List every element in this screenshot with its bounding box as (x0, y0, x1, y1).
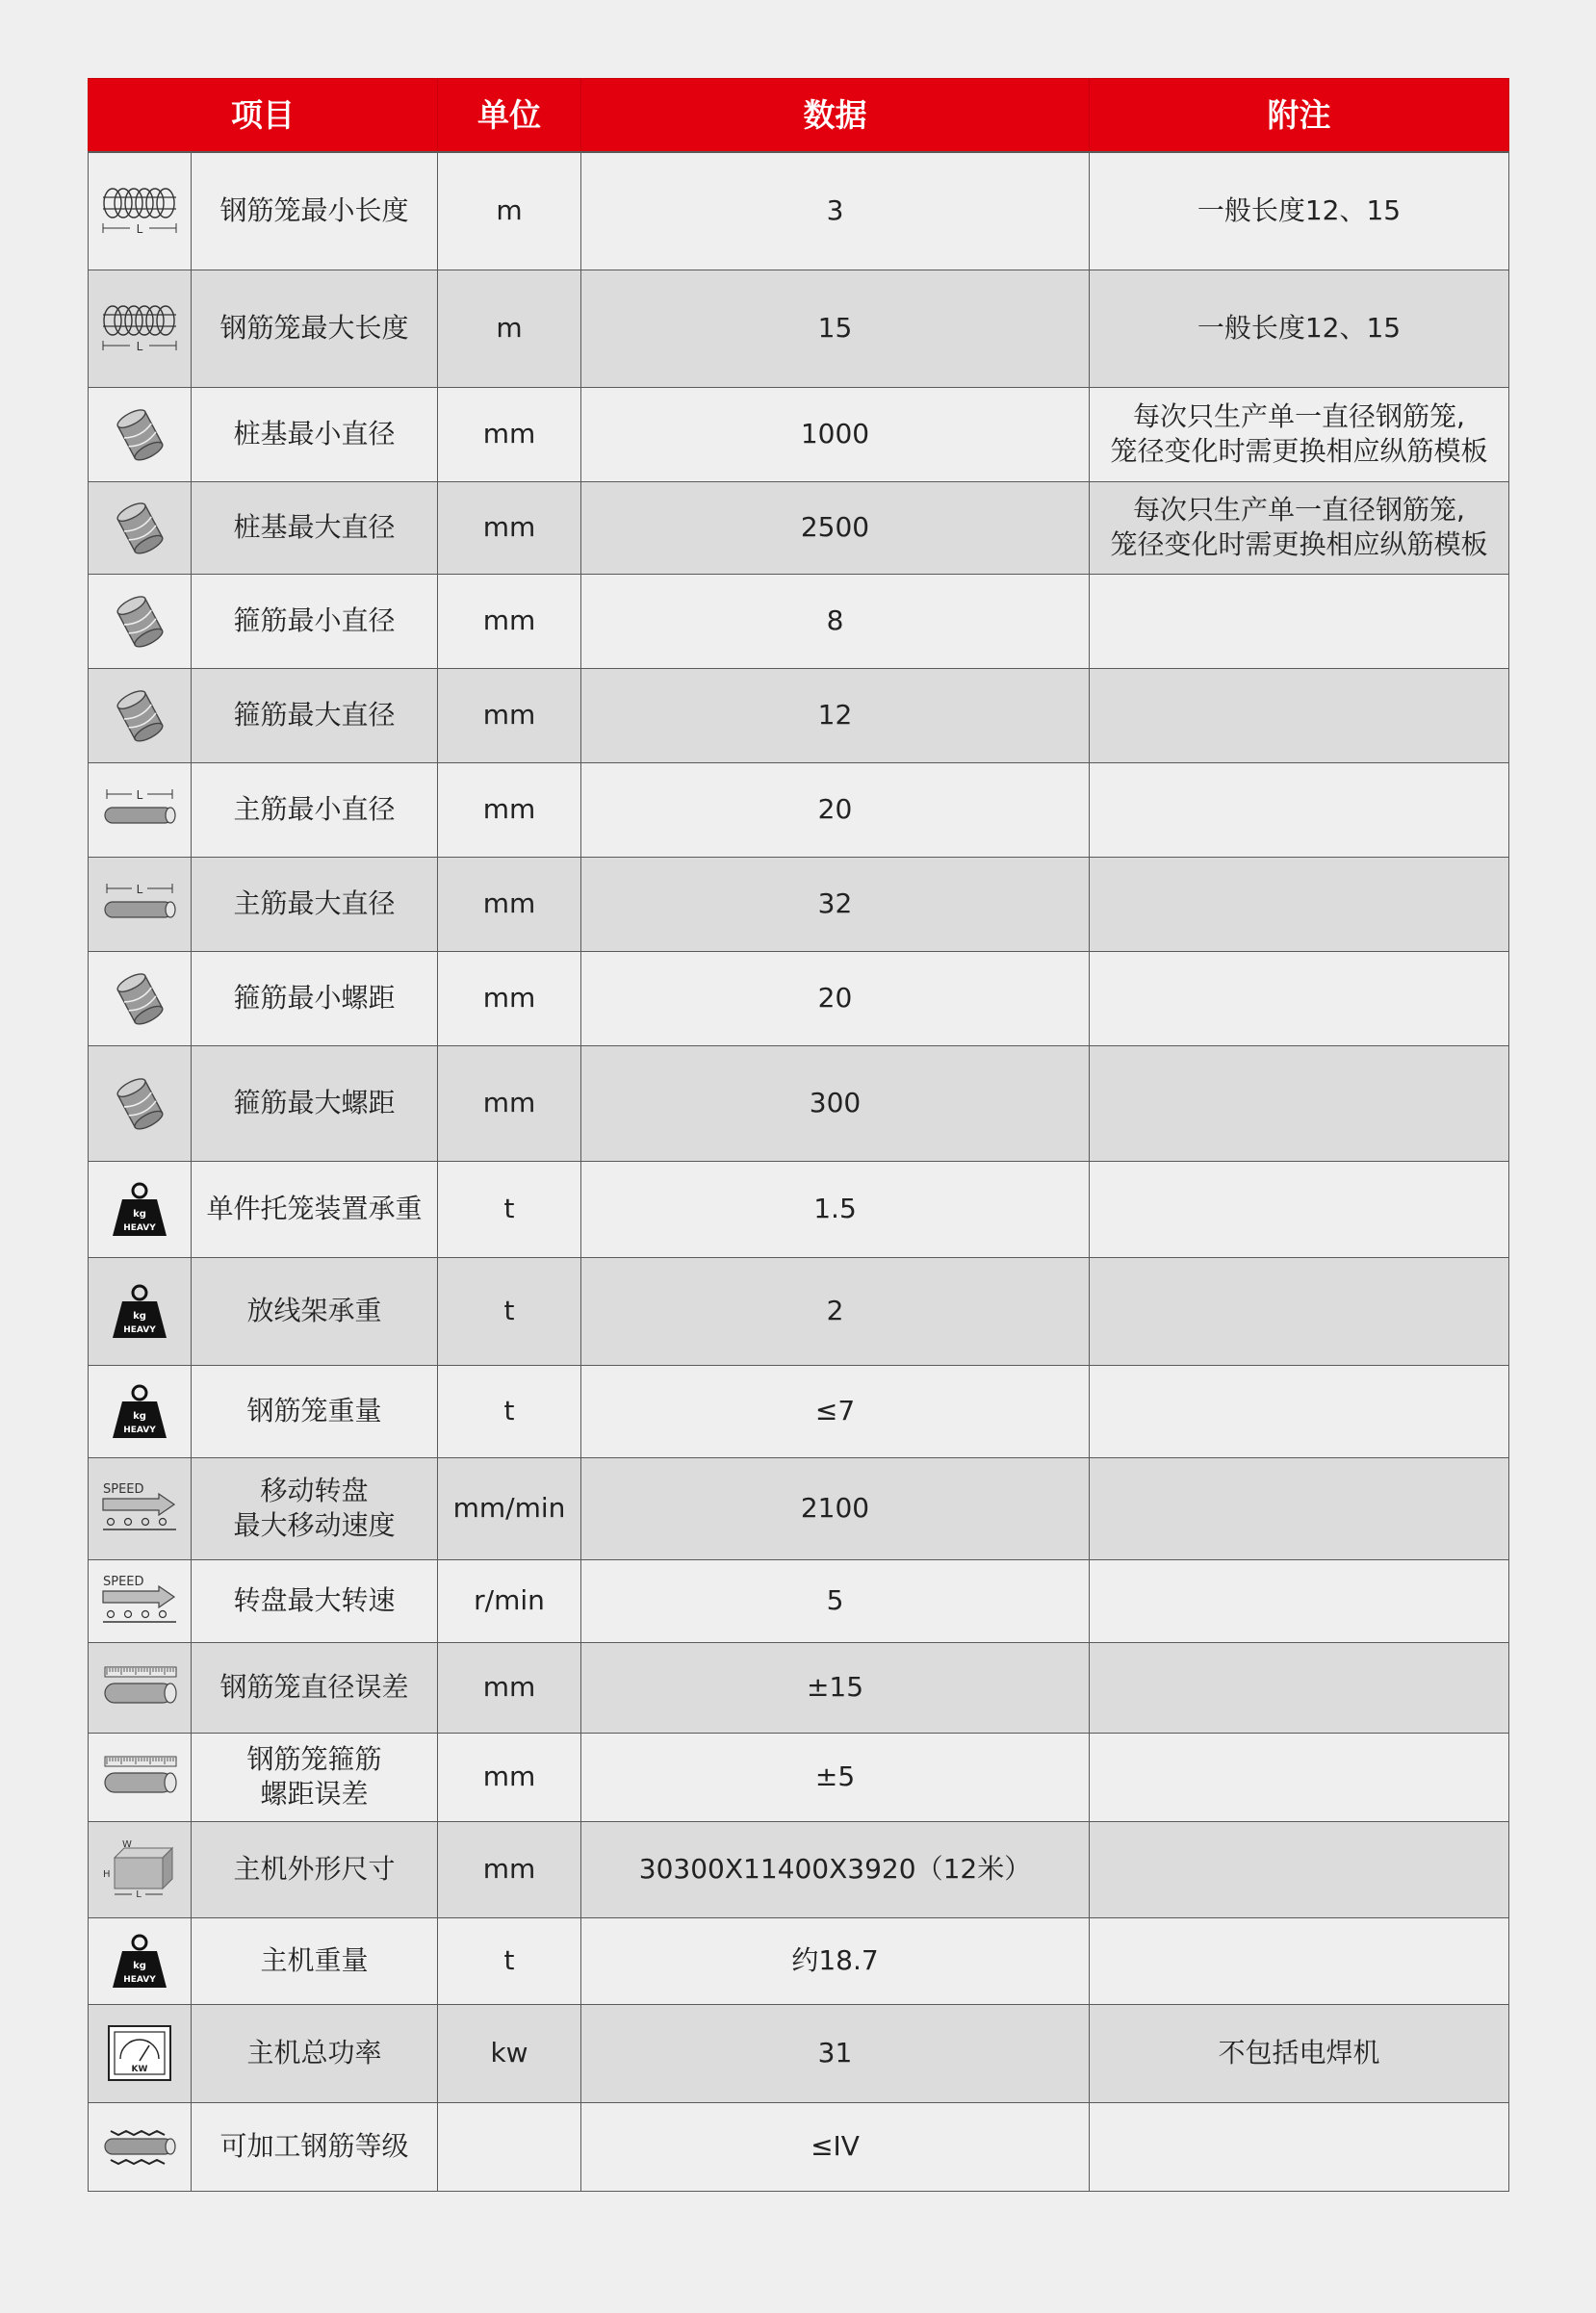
note-cell (1090, 1045, 1509, 1161)
value-cell: 32 (581, 857, 1090, 951)
unit-cell: mm (438, 857, 581, 951)
speed-label: SPEED (103, 1575, 144, 1589)
header-note: 附注 (1090, 79, 1509, 153)
table-row (89, 1457, 1509, 1559)
row-icon-cell (89, 2004, 192, 2102)
row-icon-cell (89, 1161, 192, 1257)
value-cell: 30300X11400X3920（12米） (581, 1821, 1090, 1917)
item-cell: 箍筋最大直径 (192, 668, 438, 762)
unit-cell: r/min (438, 1559, 581, 1642)
note-cell: 每次只生产单一直径钢筋笼, 笼径变化时需更换相应纵筋模板 (1090, 481, 1509, 574)
item-cell: 钢筋笼直径误差 (192, 1642, 438, 1733)
table-row (89, 1161, 1509, 1257)
row-icon-cell (89, 1733, 192, 1821)
kg-label: kg (133, 1961, 146, 1971)
item-cell: 箍筋最小直径 (192, 574, 438, 668)
ruler-bar-icon (99, 1658, 180, 1716)
unit-cell: m (438, 152, 581, 270)
note-cell (1090, 1161, 1509, 1257)
item-cell: 主机总功率 (192, 2004, 438, 2102)
h-label: H (103, 1869, 111, 1880)
cylinder-icon (99, 592, 180, 650)
note-cell (1090, 574, 1509, 668)
unit-cell: mm (438, 574, 581, 668)
w-label: W (122, 1840, 132, 1850)
cage-length-icon (99, 182, 180, 240)
value-cell: ±15 (581, 1642, 1090, 1733)
unit-cell: t (438, 1161, 581, 1257)
spec-table (88, 78, 1509, 2192)
note-cell: 不包括电焊机 (1090, 2004, 1509, 2102)
note-cell: 每次只生产单一直径钢筋笼, 笼径变化时需更换相应纵筋模板 (1090, 387, 1509, 481)
item-cell: 移动转盘 最大移动速度 (192, 1457, 438, 1559)
note-cell (1090, 1365, 1509, 1457)
table-row (89, 1257, 1509, 1365)
unit-cell: mm (438, 1733, 581, 1821)
item-cell: 主筋最小直径 (192, 762, 438, 857)
unit-cell: mm (438, 762, 581, 857)
value-cell: 12 (581, 668, 1090, 762)
row-icon-cell (89, 668, 192, 762)
table-row (89, 387, 1509, 481)
value-cell: ≤IV (581, 2102, 1090, 2191)
value-cell: 3 (581, 152, 1090, 270)
note-cell (1090, 857, 1509, 951)
table-header-row (89, 79, 1509, 153)
item-cell: 桩基最大直径 (192, 481, 438, 574)
row-icon-cell (89, 1257, 192, 1365)
box-dimension-icon (99, 1840, 180, 1898)
row-icon-cell (89, 951, 192, 1045)
row-icon-cell (89, 857, 192, 951)
item-cell: 单件托笼装置承重 (192, 1161, 438, 1257)
value-cell: 20 (581, 762, 1090, 857)
weight-icon (99, 1382, 180, 1440)
value-cell: 8 (581, 574, 1090, 668)
table-row (89, 574, 1509, 668)
kw-label: KW (131, 2065, 148, 2074)
heavy-label: HEAVY (123, 1426, 156, 1435)
speed-icon (99, 1479, 180, 1537)
item-cell: 钢筋笼箍筋 螺距误差 (192, 1733, 438, 1821)
table-row (89, 2004, 1509, 2102)
table-row (89, 1917, 1509, 2004)
unit-cell: mm/min (438, 1457, 581, 1559)
ribbed-rebar-icon (99, 2118, 180, 2175)
value-cell: 300 (581, 1045, 1090, 1161)
table-row (89, 481, 1509, 574)
item-cell: 主机外形尺寸 (192, 1821, 438, 1917)
note-cell (1090, 2102, 1509, 2191)
table-row (89, 1821, 1509, 1917)
header-item: 项目 (89, 79, 438, 153)
kg-label: kg (133, 1311, 146, 1322)
unit-cell: t (438, 1257, 581, 1365)
cage-length-icon (99, 299, 180, 357)
length-label: L (136, 1889, 142, 1898)
item-cell: 转盘最大转速 (192, 1559, 438, 1642)
value-cell: ±5 (581, 1733, 1090, 1821)
note-cell: 一般长度12、15 (1090, 152, 1509, 270)
length-label: L (136, 222, 143, 237)
speed-icon (99, 1572, 180, 1630)
weight-icon (99, 1932, 180, 1990)
row-icon-cell (89, 762, 192, 857)
unit-cell: mm (438, 1642, 581, 1733)
table-row (89, 1365, 1509, 1457)
unit-cell: m (438, 270, 581, 387)
value-cell: 20 (581, 951, 1090, 1045)
item-cell: 钢筋笼重量 (192, 1365, 438, 1457)
item-cell: 主机重量 (192, 1917, 438, 2004)
unit-cell: mm (438, 1821, 581, 1917)
value-cell: 2500 (581, 481, 1090, 574)
unit-cell (438, 2102, 581, 2191)
value-cell: 2 (581, 1257, 1090, 1365)
table-row (89, 762, 1509, 857)
row-icon-cell (89, 481, 192, 574)
heavy-label: HEAVY (123, 1325, 156, 1335)
note-cell (1090, 1457, 1509, 1559)
note-cell (1090, 1559, 1509, 1642)
ruler-bar-icon (99, 1748, 180, 1806)
unit-cell: mm (438, 668, 581, 762)
spec-table-body (89, 152, 1509, 2191)
value-cell: 31 (581, 2004, 1090, 2102)
table-row (89, 1733, 1509, 1821)
note-cell (1090, 762, 1509, 857)
item-cell: 桩基最小直径 (192, 387, 438, 481)
row-icon-cell (89, 1457, 192, 1559)
item-cell: 可加工钢筋等级 (192, 2102, 438, 2191)
table-row (89, 1642, 1509, 1733)
table-row (89, 951, 1509, 1045)
row-icon-cell (89, 1045, 192, 1161)
unit-cell: t (438, 1365, 581, 1457)
row-icon-cell (89, 1559, 192, 1642)
unit-cell: kw (438, 2004, 581, 2102)
rebar-length-icon (99, 875, 180, 933)
value-cell: 5 (581, 1559, 1090, 1642)
unit-cell: mm (438, 387, 581, 481)
cylinder-icon (99, 499, 180, 556)
value-cell: ≤7 (581, 1365, 1090, 1457)
item-cell: 箍筋最大螺距 (192, 1045, 438, 1161)
speed-label: SPEED (103, 1482, 144, 1497)
table-row (89, 857, 1509, 951)
value-cell: 1000 (581, 387, 1090, 481)
note-cell (1090, 1917, 1509, 2004)
item-cell: 钢筋笼最小长度 (192, 152, 438, 270)
row-icon-cell (89, 2102, 192, 2191)
row-icon-cell (89, 387, 192, 481)
rebar-length-icon (99, 781, 180, 838)
note-cell (1090, 1642, 1509, 1733)
row-icon-cell (89, 574, 192, 668)
table-row (89, 668, 1509, 762)
table-row (89, 152, 1509, 270)
unit-cell: mm (438, 1045, 581, 1161)
note-cell: 一般长度12、15 (1090, 270, 1509, 387)
value-cell: 1.5 (581, 1161, 1090, 1257)
row-icon-cell (89, 1821, 192, 1917)
note-cell (1090, 1257, 1509, 1365)
unit-cell: t (438, 1917, 581, 2004)
item-cell: 放线架承重 (192, 1257, 438, 1365)
unit-cell: mm (438, 951, 581, 1045)
length-label: L (136, 340, 143, 353)
cylinder-icon (99, 969, 180, 1027)
item-cell: 箍筋最小螺距 (192, 951, 438, 1045)
note-cell (1090, 951, 1509, 1045)
weight-icon (99, 1180, 180, 1238)
header-unit: 单位 (438, 79, 581, 153)
row-icon-cell (89, 1917, 192, 2004)
length-label: L (136, 883, 143, 896)
row-icon-cell (89, 270, 192, 387)
note-cell (1090, 1821, 1509, 1917)
table-row (89, 2102, 1509, 2191)
header-data: 数据 (581, 79, 1090, 153)
table-row (89, 1045, 1509, 1161)
item-cell: 钢筋笼最大长度 (192, 270, 438, 387)
length-label: L (136, 788, 143, 802)
kg-label: kg (133, 1411, 146, 1422)
table-row (89, 270, 1509, 387)
heavy-label: HEAVY (123, 1975, 156, 1985)
power-meter-icon (99, 2024, 180, 2082)
value-cell: 15 (581, 270, 1090, 387)
heavy-label: HEAVY (123, 1223, 156, 1233)
cylinder-icon (99, 1074, 180, 1132)
kg-label: kg (133, 1209, 146, 1220)
value-cell: 约18.7 (581, 1917, 1090, 2004)
row-icon-cell (89, 1365, 192, 1457)
row-icon-cell (89, 1642, 192, 1733)
cylinder-icon (99, 405, 180, 463)
note-cell (1090, 1733, 1509, 1821)
item-cell: 主筋最大直径 (192, 857, 438, 951)
weight-icon (99, 1282, 180, 1340)
note-cell (1090, 668, 1509, 762)
row-icon-cell (89, 152, 192, 270)
unit-cell: mm (438, 481, 581, 574)
table-row (89, 1559, 1509, 1642)
value-cell: 2100 (581, 1457, 1090, 1559)
cylinder-icon (99, 686, 180, 744)
